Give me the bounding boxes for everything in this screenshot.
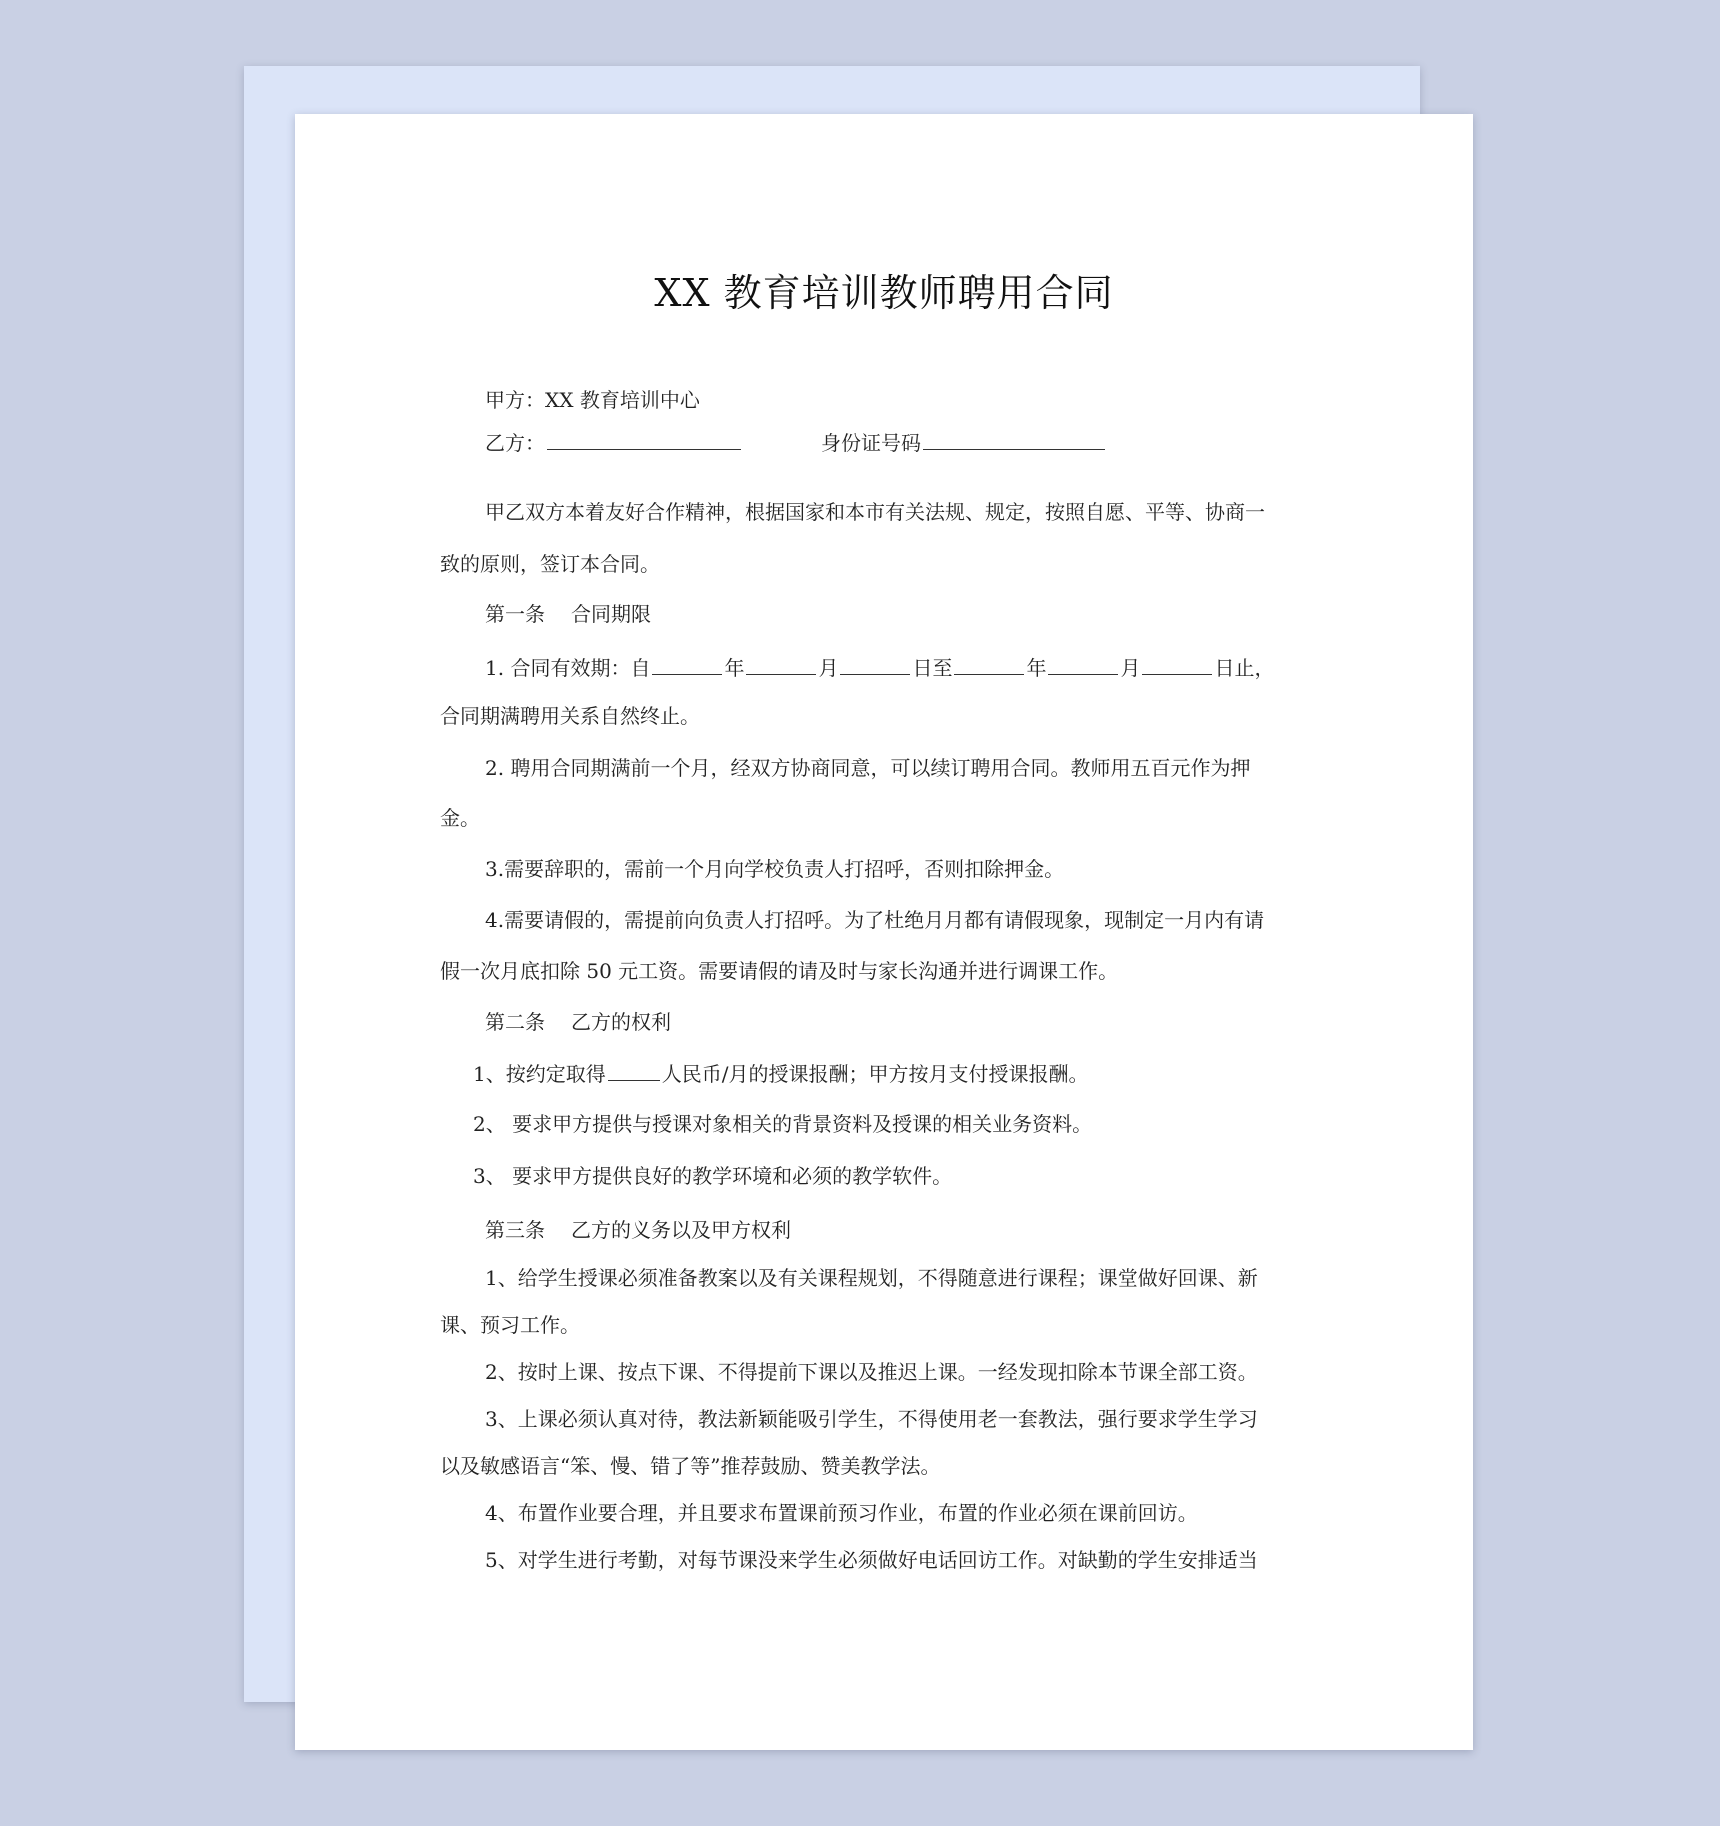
term-1-line-1 [485,656,1274,678]
party-a-text: 甲方：XX 教育培训中心 [485,388,700,412]
term-2-line-1: 2. 聘用合同期满前一个月，经双方协商同意，可以续订聘用合同。教师用五百元作为押 [485,756,1251,780]
party-b-label: 乙方： [485,431,545,455]
term-1-year-unit: 年 [724,656,745,680]
party-a-line [485,390,700,410]
section-1-name: 合同期限 [571,602,651,626]
section-3-heading [485,1220,791,1240]
term-4-line-2: 假一次月底扣除 50 元工资。需要请假的请及时与家长沟通并进行调课工作。 [440,959,1119,983]
end-month-field[interactable] [1048,656,1118,675]
term-1-day-end: 日止， [1214,656,1275,680]
party-b-name-field[interactable] [547,432,741,450]
id-number-label: 身份证号码 [821,431,921,455]
duty-2: 2、按时上课、按点下课、不得提前下课以及推迟上课。一经发现扣除本节课全部工资。 [485,1360,1258,1384]
start-month-field[interactable] [746,656,816,675]
term-3: 3.需要辞职的，需前一个月向学校负责人打招呼，否则扣除押金。 [485,857,1065,881]
duty-3-line-2: 以及敏感语言“笨、慢、错了等”推荐鼓励、赞美教学法。 [440,1454,941,1478]
duty-1-line-1: 1、给学生授课必须准备教案以及有关课程规划，不得随意进行课程；课堂做好回课、新 [485,1266,1258,1290]
right-1 [473,1063,1088,1084]
party-b-line [485,432,1107,453]
salary-field[interactable] [608,1063,660,1081]
term-1-end-year-unit: 年 [1026,656,1047,680]
duty-4: 4、布置作业要合理，并且要求布置课前预习作业，布置的作业必须在课前回访。 [485,1501,1198,1525]
section-2-name: 乙方的权利 [571,1010,671,1034]
section-1-number: 第一条 [485,602,545,626]
term-1-line-2: 合同期满聘用关系自然终止。 [440,704,700,728]
document-title: XX 教育培训教师聘用合同 [654,271,1114,315]
term-1-month-unit: 月 [818,656,839,680]
right-2: 2、 要求甲方提供与授课对象相关的背景资料及授课的相关业务资料。 [473,1112,1093,1136]
section-3-name: 乙方的义务以及甲方权利 [571,1218,791,1242]
term-1-day-to: 日至 [912,656,953,680]
duty-3-line-1: 3、上课必须认真对待，教法新颖能吸引学生，不得使用老一套教法，强行要求学生学习 [485,1407,1258,1431]
term-4-line-1: 4.需要请假的，需提前向负责人打招呼。为了杜绝月月都有请假现象，现制定一月内有请 [485,908,1265,932]
term-1-prefix: 1. 合同有效期：自 [485,656,651,680]
term-1-end-month-unit: 月 [1120,656,1141,680]
right-3: 3、 要求甲方提供良好的教学环境和必须的教学软件。 [473,1164,953,1188]
right-1-prefix: 1、按约定取得 [473,1062,606,1086]
start-day-field[interactable] [840,656,910,675]
section-2-heading [485,1012,671,1032]
end-year-field[interactable] [954,656,1024,675]
section-1-heading [485,604,651,624]
term-2-line-2: 金。 [440,806,480,830]
start-year-field[interactable] [652,656,722,675]
section-3-number: 第三条 [485,1218,545,1242]
document-page [295,114,1473,1750]
section-2-number: 第二条 [485,1010,545,1034]
intro-line-2: 致的原则，签订本合同。 [440,552,660,576]
end-day-field[interactable] [1142,656,1212,675]
right-1-suffix: 人民币/月的授课报酬；甲方按月支付授课报酬。 [661,1062,1089,1086]
id-number-field[interactable] [923,432,1105,450]
duty-1-line-2: 课、预习工作。 [440,1313,580,1337]
intro-line-1: 甲乙双方本着友好合作精神，根据国家和本市有关法规、规定，按照自愿、平等、协商一 [485,500,1265,524]
duty-5: 5、对学生进行考勤，对每节课没来学生必须做好电话回访工作。对缺勤的学生安排适当 [485,1548,1258,1572]
